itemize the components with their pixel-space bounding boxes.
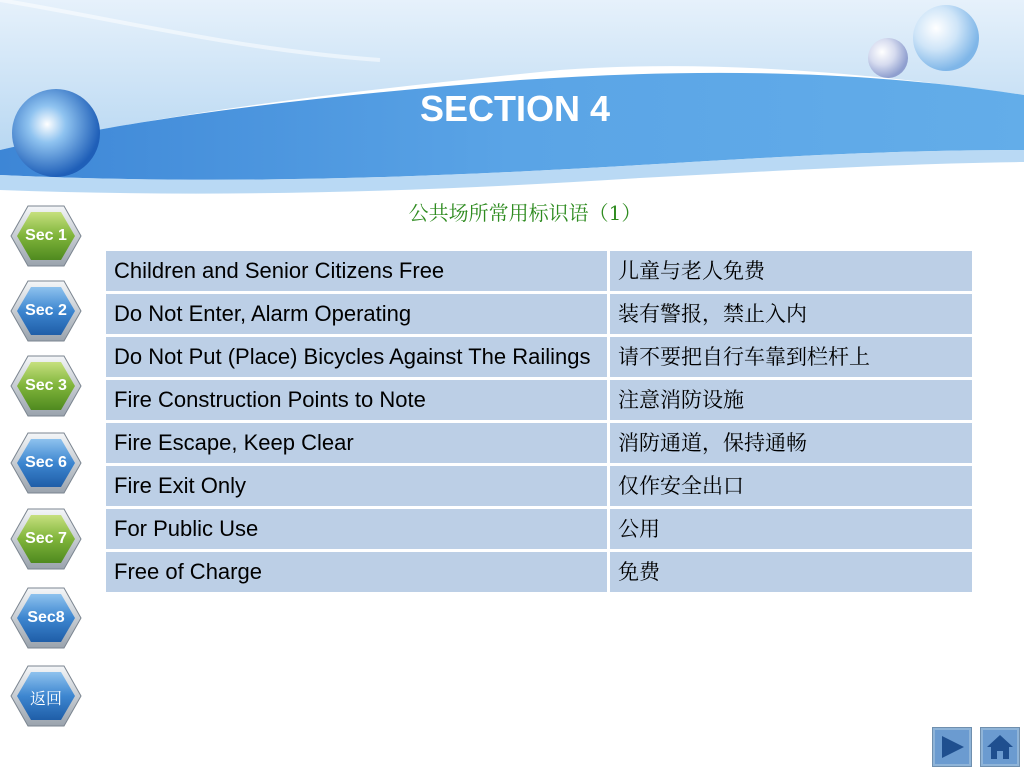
nav-button-label: Sec 3 <box>25 377 67 394</box>
next-slide-button[interactable] <box>932 727 972 767</box>
english-sign-cell: For Public Use <box>106 509 607 549</box>
nav-button-label: Sec 6 <box>25 454 67 471</box>
nav-sec6-button[interactable] <box>10 432 82 494</box>
chinese-sign-cell: 免费 <box>610 552 972 592</box>
sign-translation-table <box>103 248 975 595</box>
chinese-sign-cell: 装有警报，禁止入内 <box>610 294 972 334</box>
play-triangle-icon <box>932 727 972 767</box>
english-sign-cell: Do Not Put (Place) Bicycles Against The Railings <box>106 337 607 377</box>
english-sign-cell: Children and Senior Citizens Free <box>106 251 607 291</box>
chinese-sign-cell: 公用 <box>610 509 972 549</box>
slide-subtitle: 公共场所常用标识语（1） <box>408 201 642 225</box>
nav-sec8-button[interactable] <box>10 587 82 649</box>
nav-button-label: Sec8 <box>27 609 65 626</box>
table-row <box>106 294 972 334</box>
nav-button-label: Sec 7 <box>25 530 67 547</box>
table-row <box>106 509 972 549</box>
house-icon <box>980 727 1020 767</box>
page-title: SECTION 4 <box>419 88 611 129</box>
english-sign-cell: Fire Construction Points to Note <box>106 380 607 420</box>
table-row <box>106 552 972 592</box>
table-row <box>106 251 972 291</box>
chinese-sign-cell: 仅作安全出口 <box>610 466 972 506</box>
table-row <box>106 337 972 377</box>
chinese-sign-cell: 注意消防设施 <box>610 380 972 420</box>
nav-sec1-button[interactable] <box>10 205 82 267</box>
table-row <box>106 466 972 506</box>
chinese-sign-cell: 儿童与老人免费 <box>610 251 972 291</box>
chinese-sign-cell: 消防通道，保持通畅 <box>610 423 972 463</box>
english-sign-cell: Free of Charge <box>106 552 607 592</box>
english-sign-cell: Fire Exit Only <box>106 466 607 506</box>
nav-button-label: Sec 1 <box>25 227 67 244</box>
nav-sec7-button[interactable] <box>10 508 82 570</box>
table-row <box>106 423 972 463</box>
nav-sec2-button[interactable] <box>10 280 82 342</box>
english-sign-cell: Do Not Enter, Alarm Operating <box>106 294 607 334</box>
chinese-sign-cell: 请不要把自行车靠到栏杆上 <box>610 337 972 377</box>
nav-sec3-button[interactable] <box>10 355 82 417</box>
nav-back-button[interactable] <box>10 665 82 727</box>
nav-button-label: 返回 <box>29 689 62 708</box>
nav-button-label: Sec 2 <box>25 302 67 319</box>
english-sign-cell: Fire Escape, Keep Clear <box>106 423 607 463</box>
table-row <box>106 380 972 420</box>
home-button[interactable] <box>980 727 1020 767</box>
